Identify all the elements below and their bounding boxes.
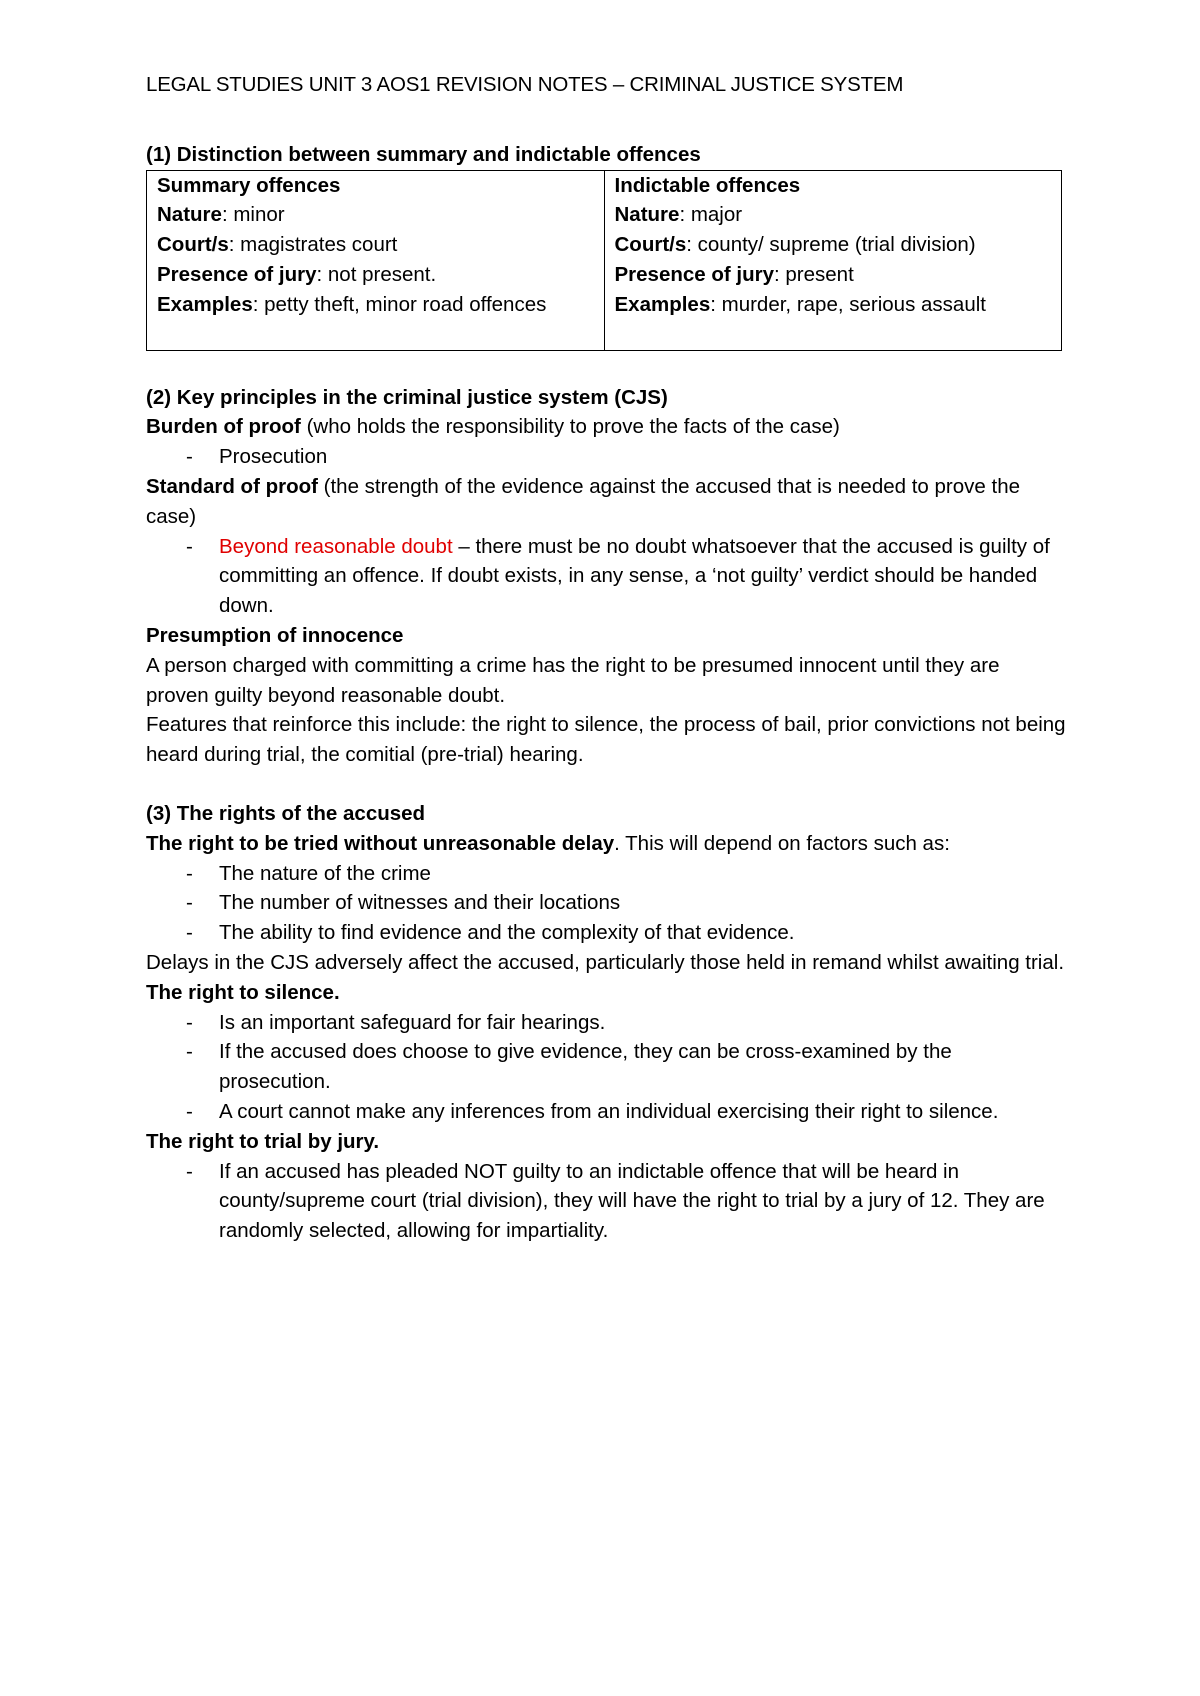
summary-examples: [157, 290, 594, 320]
summary-court-label: Court/s: [157, 233, 229, 257]
burden-of-proof: [146, 412, 1066, 442]
summary-header: Summary offences: [157, 173, 341, 197]
indictable-nature: [615, 200, 1052, 230]
list-item: [146, 532, 1066, 621]
document-title: LEGAL STUDIES UNIT 3 AOS1 REVISION NOTES – CRIMINAL JUSTICE SYSTEM: [146, 73, 904, 96]
summary-jury: [157, 260, 594, 290]
section3-heading: (3) The rights of the accused: [146, 801, 426, 825]
list-item: - If an accused has pleaded NOT guilty to an indictable offence that will be heard in county/supreme court (trial division), they will have the right to trial by a jury of 12. They are randomly selected, allowing for impartiality.: [146, 1157, 1066, 1246]
summary-nature-label: Nature: [157, 203, 222, 227]
section-spacer: [146, 770, 1066, 799]
burden-text: (who holds the responsibility to prove the facts of the case): [300, 415, 840, 439]
delay-text: . This will depend on factors such as:: [614, 831, 950, 855]
delay-note: Delays in the CJS adversely affect the accused, particularly those held in remand whilst awaiting trial.: [146, 950, 1065, 974]
section1-heading: (1) Distinction between summary and indictable offences: [146, 142, 701, 166]
beyond-reasonable-doubt-text: Beyond reasonable doubt: [219, 534, 453, 558]
indictable-nature-value: : major: [679, 203, 743, 227]
burden-label: Burden of proof: [146, 415, 301, 439]
presumption-paragraph-1: A person charged with committing a crime has the right to be presumed innocent until they are proven guilty beyond reasonable doubt.: [146, 653, 1000, 707]
indictable-examples: [615, 290, 1052, 320]
indictable-offences-cell: [604, 170, 1062, 350]
indictable-examples-value: : murder, rape, serious assault: [710, 292, 986, 316]
section2-heading: (2) Key principles in the criminal justice system (CJS): [146, 385, 668, 409]
standard-list: [146, 532, 1066, 621]
summary-examples-label: Examples: [157, 292, 253, 316]
summary-jury-label: Presence of jury: [157, 262, 317, 286]
document-content: [146, 70, 1066, 1246]
delay-label: The right to be tried without unreasonable delay: [146, 831, 615, 855]
list-item: - The number of witnesses and their locations: [146, 888, 1066, 918]
list-item: - The ability to find evidence and the complexity of that evidence.: [146, 918, 1066, 948]
indictable-header: Indictable offences: [614, 173, 801, 197]
indictable-court-value: : county/ supreme (trial division): [686, 233, 976, 257]
summary-offences-cell: [147, 170, 605, 350]
summary-examples-value: : petty theft, minor road offences: [252, 292, 547, 316]
delay-paragraph: [146, 829, 1066, 859]
indictable-court: [615, 230, 1052, 260]
summary-court: [157, 230, 594, 260]
summary-court-value: : magistrates court: [228, 233, 398, 257]
silence-list: [146, 1008, 1066, 1127]
silence-heading: The right to silence.: [146, 980, 340, 1004]
list-item: - Prosecution: [146, 442, 1066, 472]
jury-heading: The right to trial by jury.: [146, 1129, 380, 1153]
standard-label: Standard of proof: [146, 474, 318, 498]
delay-list: [146, 859, 1066, 948]
summary-nature: [157, 200, 594, 230]
standard-item-text: – there must be no doubt whatsoever that the accused is guilty of committing an offence. If doubt exists, in any sense, a ‘not guilty’ verdict should be handed down.: [219, 534, 1050, 618]
indictable-nature-label: Nature: [614, 203, 680, 227]
list-item: - If the accused does choose to give evidence, they can be cross-examined by the prosecution.: [146, 1037, 1066, 1097]
indictable-jury-value: : present: [774, 262, 854, 286]
indictable-jury: [615, 260, 1052, 290]
list-item: - Is an important safeguard for fair hearings.: [146, 1008, 1066, 1038]
summary-nature-value: : minor: [221, 203, 285, 227]
standard-text: (the strength of the evidence against the accused that is needed to prove the case): [146, 474, 1020, 528]
indictable-examples-label: Examples: [614, 292, 711, 316]
standard-of-proof: [146, 472, 1066, 532]
summary-jury-value: : not present.: [316, 262, 437, 286]
presumption-paragraph-2: Features that reinforce this include: the right to silence, the process of bail, prior convictions not being heard during trial, the comitial (pre-trial) hearing.: [146, 713, 1066, 767]
jury-list: [146, 1157, 1066, 1246]
burden-list: [146, 442, 1066, 472]
list-item: - A court cannot make any inferences from an individual exercising their right to silence.: [146, 1097, 1066, 1127]
indictable-jury-label: Presence of jury: [614, 262, 775, 286]
presumption-heading: Presumption of innocence: [146, 623, 404, 647]
list-item: - The nature of the crime: [146, 859, 1066, 889]
offences-table: [146, 170, 1062, 351]
indictable-court-label: Court/s: [614, 233, 687, 257]
